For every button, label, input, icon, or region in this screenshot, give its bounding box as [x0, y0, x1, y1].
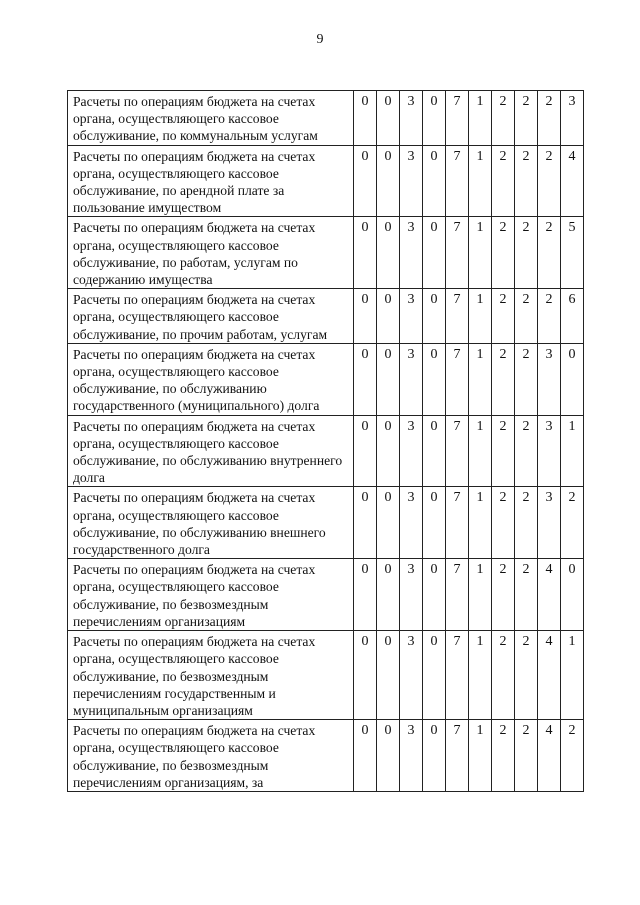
row-description: Расчеты по операциям бюджета на счетах органа, осуществляющего кассовое обслуживание, по безвозмездным перечислениям организациям, за	[68, 720, 354, 792]
code-digit: 0	[423, 415, 446, 487]
account-codes-table	[67, 90, 584, 792]
code-digit: 0	[377, 487, 400, 559]
code-digit: 2	[515, 720, 538, 792]
code-digit: 3	[538, 343, 561, 415]
code-digit: 0	[354, 145, 377, 217]
code-digit: 2	[492, 343, 515, 415]
row-description: Расчеты по операциям бюджета на счетах органа, осуществляющего кассовое обслуживание, по безвозмездным перечислениям государственным и муниципальным организациям	[68, 631, 354, 720]
code-digit: 7	[446, 217, 469, 289]
code-digit: 0	[354, 343, 377, 415]
code-digit: 3	[400, 217, 423, 289]
table-row	[68, 559, 584, 631]
code-digit: 7	[446, 415, 469, 487]
code-digit: 2	[515, 631, 538, 720]
code-digit: 3	[400, 145, 423, 217]
code-digit: 0	[423, 145, 446, 217]
code-digit: 0	[423, 91, 446, 146]
code-digit: 7	[446, 145, 469, 217]
code-digit: 3	[400, 343, 423, 415]
code-digit: 0	[561, 559, 584, 631]
code-digit: 0	[354, 720, 377, 792]
code-digit: 0	[423, 631, 446, 720]
code-digit: 3	[400, 559, 423, 631]
code-digit: 0	[423, 487, 446, 559]
code-digit: 3	[400, 415, 423, 487]
table-row	[68, 91, 584, 146]
code-digit: 0	[354, 217, 377, 289]
code-digit: 1	[469, 217, 492, 289]
code-digit: 2	[492, 631, 515, 720]
code-digit: 0	[423, 289, 446, 344]
code-digit: 2	[515, 559, 538, 631]
code-digit: 0	[377, 631, 400, 720]
code-digit: 0	[561, 343, 584, 415]
code-digit: 0	[377, 145, 400, 217]
code-digit: 0	[377, 559, 400, 631]
code-digit: 4	[561, 145, 584, 217]
code-digit: 2	[492, 91, 515, 146]
code-digit: 1	[469, 91, 492, 146]
code-digit: 3	[400, 289, 423, 344]
code-digit: 7	[446, 720, 469, 792]
code-digit: 7	[446, 487, 469, 559]
code-digit: 7	[446, 559, 469, 631]
row-description: Расчеты по операциям бюджета на счетах органа, осуществляющего кассовое обслуживание, по обслуживанию внутреннего долга	[68, 415, 354, 487]
row-description: Расчеты по операциям бюджета на счетах органа, осуществляющего кассовое обслуживание, по работам, услугам по содержанию имущества	[68, 217, 354, 289]
code-digit: 2	[492, 559, 515, 631]
code-digit: 2	[515, 343, 538, 415]
code-digit: 7	[446, 289, 469, 344]
code-digit: 0	[423, 720, 446, 792]
code-digit: 1	[469, 289, 492, 344]
code-digit: 1	[561, 631, 584, 720]
code-digit: 2	[492, 415, 515, 487]
code-digit: 3	[561, 91, 584, 146]
code-digit: 4	[538, 720, 561, 792]
code-digit: 4	[538, 631, 561, 720]
table-row	[68, 145, 584, 217]
code-digit: 1	[469, 487, 492, 559]
row-description: Расчеты по операциям бюджета на счетах органа, осуществляющего кассовое обслуживание, по арендной плате за пользование имуществом	[68, 145, 354, 217]
code-digit: 0	[377, 289, 400, 344]
code-digit: 3	[400, 487, 423, 559]
code-digit: 2	[515, 145, 538, 217]
code-digit: 6	[561, 289, 584, 344]
table-row	[68, 289, 584, 344]
code-digit: 2	[561, 487, 584, 559]
table-row	[68, 631, 584, 720]
code-digit: 1	[469, 631, 492, 720]
code-digit: 2	[492, 720, 515, 792]
code-digit: 0	[377, 217, 400, 289]
code-digit: 5	[561, 217, 584, 289]
code-digit: 0	[377, 91, 400, 146]
code-digit: 4	[538, 559, 561, 631]
code-digit: 0	[354, 559, 377, 631]
code-digit: 2	[538, 145, 561, 217]
code-digit: 0	[423, 217, 446, 289]
code-digit: 2	[515, 289, 538, 344]
table-row	[68, 720, 584, 792]
table-row	[68, 487, 584, 559]
code-digit: 3	[400, 631, 423, 720]
code-digit: 3	[538, 487, 561, 559]
code-digit: 3	[400, 720, 423, 792]
code-digit: 1	[469, 720, 492, 792]
row-description: Расчеты по операциям бюджета на счетах органа, осуществляющего кассовое обслуживание, по коммунальным услугам	[68, 91, 354, 146]
code-digit: 1	[561, 415, 584, 487]
table-row	[68, 343, 584, 415]
table-row	[68, 217, 584, 289]
code-digit: 2	[515, 487, 538, 559]
code-digit: 2	[492, 145, 515, 217]
code-digit: 0	[354, 415, 377, 487]
code-digit: 0	[377, 720, 400, 792]
code-digit: 2	[492, 487, 515, 559]
code-digit: 0	[354, 631, 377, 720]
code-digit: 2	[515, 217, 538, 289]
code-digit: 0	[354, 289, 377, 344]
page-number: 9	[316, 32, 324, 47]
code-digit: 0	[423, 343, 446, 415]
code-digit: 1	[469, 343, 492, 415]
code-digit: 2	[561, 720, 584, 792]
code-digit: 0	[423, 559, 446, 631]
code-digit: 0	[377, 415, 400, 487]
row-description: Расчеты по операциям бюджета на счетах органа, осуществляющего кассовое обслуживание, по обслуживанию внешнего государственного долга	[68, 487, 354, 559]
code-digit: 2	[492, 217, 515, 289]
code-digit: 2	[515, 91, 538, 146]
code-digit: 2	[492, 289, 515, 344]
code-digit: 0	[354, 91, 377, 146]
row-description: Расчеты по операциям бюджета на счетах органа, осуществляющего кассовое обслуживание, по безвозмездным перечислениям организациям	[68, 559, 354, 631]
code-digit: 0	[354, 487, 377, 559]
code-digit: 3	[400, 91, 423, 146]
code-digit: 2	[515, 415, 538, 487]
code-digit: 7	[446, 343, 469, 415]
code-digit: 2	[538, 289, 561, 344]
code-digit: 1	[469, 559, 492, 631]
row-description: Расчеты по операциям бюджета на счетах органа, осуществляющего кассовое обслуживание, по обслуживанию государственного (муниципального) долга	[68, 343, 354, 415]
code-digit: 0	[377, 343, 400, 415]
code-digit: 1	[469, 145, 492, 217]
code-digit: 7	[446, 91, 469, 146]
code-digit: 1	[469, 415, 492, 487]
table-row	[68, 415, 584, 487]
code-digit: 7	[446, 631, 469, 720]
table-body	[68, 91, 584, 792]
row-description: Расчеты по операциям бюджета на счетах органа, осуществляющего кассовое обслуживание, по прочим работам, услугам	[68, 289, 354, 344]
code-digit: 2	[538, 91, 561, 146]
code-digit: 3	[538, 415, 561, 487]
code-digit: 2	[538, 217, 561, 289]
